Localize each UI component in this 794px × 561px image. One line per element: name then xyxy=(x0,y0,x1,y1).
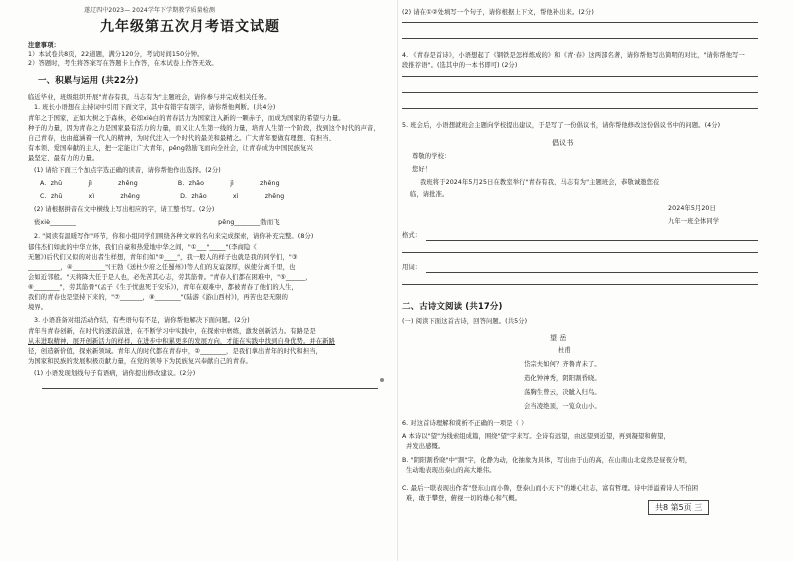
passage-line: 无题》)后代们又似的对出者生样想，青年们如"②____"，我一般人的样子也就是我的同学们，"③ xyxy=(28,254,298,261)
letter-body: 我班将于2024年5月25日在教室举行"青春有我，马志有为"主题班会，恭敬诚邀您莅 xyxy=(420,179,660,186)
option-a[interactable]: A. zhū jì zhēng B. zhāo jì zhěng xyxy=(40,180,280,187)
sub-question-1: (一) 阅读下面这首古诗，回答问题。(共5分) xyxy=(402,318,528,325)
poem-line: 荡胸生曾云，决眦入归鸟。 xyxy=(524,389,601,396)
passage-line: 境界。 xyxy=(28,304,48,311)
underlined-sentence: 从未进取精神，展开创新活力的样样，在进步中积累更多的发展方向，才能在实践中找到自身优势。并在新路 xyxy=(28,338,336,345)
passage-line: 最坚定、最有力的力量。 xyxy=(28,155,99,162)
question-4: 4. 《青春是首诗》，小语想起了《钢铁是怎样炼成的》和《青·春》这两部名著，请你帮他写出简明的对比，"请你帮他写一 xyxy=(402,52,745,59)
passage-line: 有本领、爱国奉献的主人，把一定能让广大青年，pēng勃励飞而向全社会，让青春成为中国民族复兴 xyxy=(28,145,313,152)
label-format: 格式： xyxy=(402,232,422,239)
passage-line: ⑥________"，劳其筋骨"(孟子《生于忧患死于安乐》)，青年在艰难中，都被青春了他们的人生， xyxy=(28,284,298,291)
letter-hello: 您好！ xyxy=(412,166,432,173)
section-1-title: 一、积累与运用 (共22分) xyxy=(38,76,139,86)
label-wording: 用词： xyxy=(402,264,422,271)
question-2: 2. "阅读有温暖写作"环节，你和小组同学们围绕各种文章的名句来完成探索，请你补充完整。(8分) xyxy=(34,233,314,240)
letter-date: 2024年5月20日 xyxy=(668,205,716,212)
question-3-2: (2) 请在①②处填写一个句子，请你根据上下文，帮他补出来。(2分) xyxy=(402,9,594,16)
poem-line: 会当凌绝顶，一览众山小。 xyxy=(524,403,601,410)
poem-line: 造化钟神秀，阴阳割昏晓。 xyxy=(524,375,601,382)
passage-line: 自己青春，也由蕴涵着一代人的精神，为时代注入一个时代的最美和最精之。广大青年要做有理想、有担当、 xyxy=(28,135,336,142)
note-1: 1）本试卷共8页，22道题，满分120分，考试时间150分钟。 xyxy=(28,51,204,58)
passage-line: 青年之于国家，正如大树之于森林，必如xiè白的青春活力为国家注入新的一颗赤子，而成为国家的希望与力量。 xyxy=(28,115,345,122)
answer-line[interactable] xyxy=(402,92,758,93)
answer-line[interactable] xyxy=(42,388,378,389)
question-1-1: (1) 请给下面三个加点字选正确的读音，请你帮他作出选择。(2分) xyxy=(34,167,221,174)
answer-line[interactable] xyxy=(402,76,758,77)
option-c[interactable]: C. zhū xì zhēng D. zhāo xì zhēng xyxy=(40,193,285,200)
passage-line: 青年当青春创新，在时代的逐浪前进，在不断学习中实践中，在探索中磨练，激发创新活力。有路是是 xyxy=(28,328,316,335)
page-stamp: 共8 第5页 三 xyxy=(648,500,709,515)
notes-title: 注意事项： xyxy=(28,42,60,49)
letter-body: 临，请批准。 xyxy=(410,191,449,198)
right-page xyxy=(402,0,774,561)
answer-line[interactable] xyxy=(426,272,758,273)
poem-title: 望 岳 xyxy=(550,334,567,342)
option-c-cont: 难，敢于攀登，俯视一切的雄心和气概。 xyxy=(406,495,522,502)
note-2: 2）答题时，考生将答案写在答题卡上作答，在本试卷上作答无效。 xyxy=(28,60,218,67)
answer-line[interactable] xyxy=(402,284,758,285)
letter-title: 倡议书 xyxy=(552,139,574,147)
question-1: 1. 班长小语想在主持词中引用下面文字，其中有错字有别字，请你帮他判断。(共4分) xyxy=(34,104,276,111)
answer-line[interactable] xyxy=(402,22,758,23)
letter-greeting: 尊敬的学校： xyxy=(412,153,451,160)
intro-text: 临近毕业，班级组织开展"青春有我，马志有为"主题班会，请你参与并完成相关任务。 xyxy=(28,94,271,101)
question-4-cont: 段推荐语"。(选其中的一本书即可) (2分) xyxy=(402,62,518,69)
option-b-cont: 生动地表现出泰山的高大雄伟。 xyxy=(406,467,496,474)
question-5: 5. 班会后，小语想就班会主题向学校提出建议，于是写了一份倡议书，请你帮他修改这份倡议书中的问题。(4分) xyxy=(402,122,721,129)
option-a[interactable]: A 本诗以"望"为线索组成篇，围绕"望"字来写。全诗有远望，由远望到近望，再到凝望和俯望， xyxy=(402,433,670,440)
letter-signer: 九年一班全体同学 xyxy=(668,218,720,225)
passage-line: 为国家和民族的发展积极贡献力量，在党的领导下为民族复兴奉献自己的青春。 xyxy=(28,358,252,365)
fill-row[interactable]: 亵xiè________ pēng________勃而飞 xyxy=(34,219,280,226)
question-1-2: (2) 请根据拼音在文中横线上写出相应的字，请工整书写。(2分) xyxy=(34,206,215,213)
option-a-cont: 并发出感慨。 xyxy=(406,443,445,450)
left-page xyxy=(28,0,392,561)
passage-line: 郁伟杰们如此的中华立体，我们自豪和热爱地中华之间，"①___"_____"(李商隐《 xyxy=(28,244,257,251)
option-c[interactable]: C. 最后一联表现出作者"登东山而小鲁，登泰山而小天下"的雄心壮志，富有哲理。诗中洋溢着诗人不怕困 xyxy=(402,485,699,492)
school-line: 遂辽四中2023— 2024学年下学期教学质量检测 xyxy=(84,7,215,14)
answer-line[interactable] xyxy=(402,252,758,253)
question-6: 6. 对这首诗理解和赏析不正确的一项是（ ） xyxy=(402,420,528,427)
poem-author: 杜甫 xyxy=(558,347,571,354)
passage-line: __________，④__________"(王勃《送杜少府之任蜀州》)等人们的友谊深厚，纵使分离千里，也 xyxy=(28,264,296,271)
question-3: 3. 小语准备对组活动作结，有些语句有不足，请你帮他解决下面问题。(2分) xyxy=(34,317,250,324)
passage-line: 会如近邻般。"天将降大任于是人也，必先苦其心志，劳其筋骨。"青春人们都在困难中，"⑤______， xyxy=(28,274,312,281)
passage-line: 种子的力量，因为青春之力是国家最有活力的力量，而又让人生第一线的力量，培育人生第一个阶段，找到这个时代的声音， xyxy=(28,125,380,132)
answer-line[interactable] xyxy=(402,108,758,109)
answer-line[interactable] xyxy=(426,240,758,241)
passage-line: 径，创造新价值，探索新领域。青年人的时代都在青春中，②________，是我们拿出青年的时代和担当， xyxy=(28,348,323,355)
question-3-1: (1) 小语发现划线句子有语病，请你提出修改建议。(2分) xyxy=(34,370,196,377)
section-2-title: 二、古诗文阅读 (共17分) xyxy=(402,302,503,312)
binding-hole xyxy=(380,378,384,382)
passage-line: 我们的青春也是坚持下来的，"⑦_______，⑧________"(陆游《游山西村》)，再苦也是无限的 xyxy=(28,294,289,301)
poem-line: 岱宗夫如何？齐鲁青未了。 xyxy=(524,361,601,368)
page-fold xyxy=(397,0,398,561)
answer-line[interactable] xyxy=(402,38,758,39)
exam-title: 九年级第五次月考语文试题 xyxy=(100,19,280,35)
option-b[interactable]: B. "阴阳割昏晓"中"割"字，化静为动，化抽象为具体，写出由于山的高，在山南山北竟然是昼夜分明， xyxy=(402,457,692,464)
